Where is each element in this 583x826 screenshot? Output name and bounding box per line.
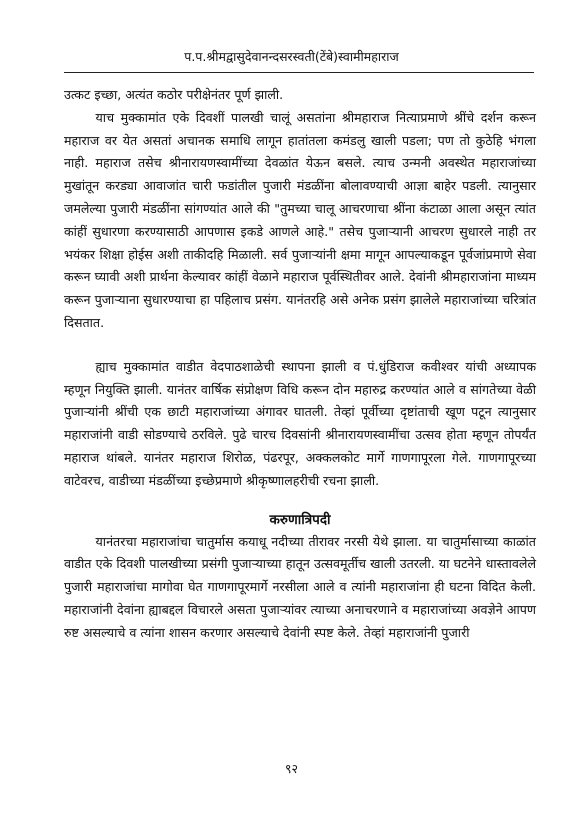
- paragraph-continuation: उत्कट इच्छा, अत्यंत कठोर परीक्षेनंतर पूर्ण झाली.: [64, 87, 284, 102]
- page-body: [64, 84, 536, 645]
- paragraph-karunatripadi: यानंतरचा महाराजांचा चातुर्मास कयाधू नदीच्या तीरावर नरसी येथे झाला. या चातुर्मासाच्या काळांत वाडीत एके दिवशी पालखीच्या प्रसंगी पुजाऱ्याच्या हातून उत्सवमूर्तीच खाली उतरली. या घटनेने धास्तावलेले पुजारी महाराजांचा मागोवा घेत गाणगापूरमार्गे नरसीला आले व त्यांनी महाराजांना ही घटना विदित केली. महाराजांनी देवांना ह्याबद्दल विचारले असता पुजाऱ्यांवर त्याच्या अनाचरणाने व महाराजांच्या अवज्ञेने आपण रुष्ट असल्याचे व त्यांना शासन करणार असल्याचे देवांनी स्पष्ट केले. तेव्हां महाराजांनी पुजारी: [64, 533, 536, 640]
- paragraph-vedapathshala: ह्याच मुक्कामांत वाडीत वेदपाठशाळेची स्थापना झाली व पं.धुंडिराज कवीश्वर यांची अध्यापक म्हणून नियुक्ति झाली. यानंतर वार्षिक संप्रोक्षण विधि करून दोन महारुद्र करण्यांत आले व सांगतेच्या वेळी पुजाऱ्यांनी श्रींची एक छाटी महाराजांच्या अंगावर घातली. तेव्हां पूर्वीच्या दृष्टांताची खूण पटून त्यानुसार महाराजांनी वाडी सोडण्याचे ठरविले. पुढे चारच दिवसांनी श्रीनारायणस्वामींचा उत्सव होता म्हणून तोपर्यंत महाराज थांबले. यानंतर महाराज शिरोळ, पंढरपूर, अक्कलकोट मार्गे गाणगापूरला गेले. गाणगापूरच्या वाटेवरच, वाडीच्या मंडळींच्या इच्छेप्रमाणे श्रीकृष्णालहरीची रचना झाली.: [64, 358, 536, 488]
- paragraph-samadhi: याच मुक्कामांत एके दिवशीं पालखी चालूं असतांना श्रीमहाराज नित्याप्रमाणे श्रींचे दर्शन करून महाराज वर येत असतां अचानक समाधि लागून हातांतला कमंडलु खाली पडला; पण तो कुठेहि भंगला नाही. महाराज तसेच श्रीनारायणस्वामींच्या देवळांत येऊन बसले. त्याच उन्मनी अवस्थेत महाराजांच्या मुखांतून करड्या आवाजांत चारी फडांतील पुजारी मंडळींना बोलावण्याची आज्ञा बाहेर पडली. त्यानुसार जमलेल्या पुजारी मंडळींना सांगण्यांत आले की "तुमच्या चालू आचरणाचा श्रींना कंटाळा आला असून त्यांत कांहीं सुधारणा करण्यासाठी आपणास इकडे आणले आहे." तसेच पुजाऱ्यानी आचरण सुधारले नाही तर भयंकर शिक्षा होईस अशी ताकीदहि मिळाली. सर्व पुजाऱ्यांनी क्षमा मागून आपल्याकडून पूर्वजांप्रमाणे सेवा करून घ्यावी अशी प्रार्थना केल्यावर कांहीं वेळाने महाराज पूर्वस्थितीवर आले. देवांनी श्रीमहाराजांना माध्यम करून पुजाऱ्याना सुधारण्याचा हा पहिलाच प्रसंग. यानंतरहि असे अनेक प्रसंग झालेले महाराजांच्या चरित्रांत दिसतात.: [64, 109, 536, 330]
- section-heading: करुणात्रिपदी: [269, 511, 331, 528]
- page-number: ९२: [284, 761, 298, 776]
- running-header: प.प.श्रीमद्वासुदेवानन्दसरस्वती(टेंबे)स्वामीमहाराज: [184, 49, 399, 64]
- header-divider: [64, 72, 534, 73]
